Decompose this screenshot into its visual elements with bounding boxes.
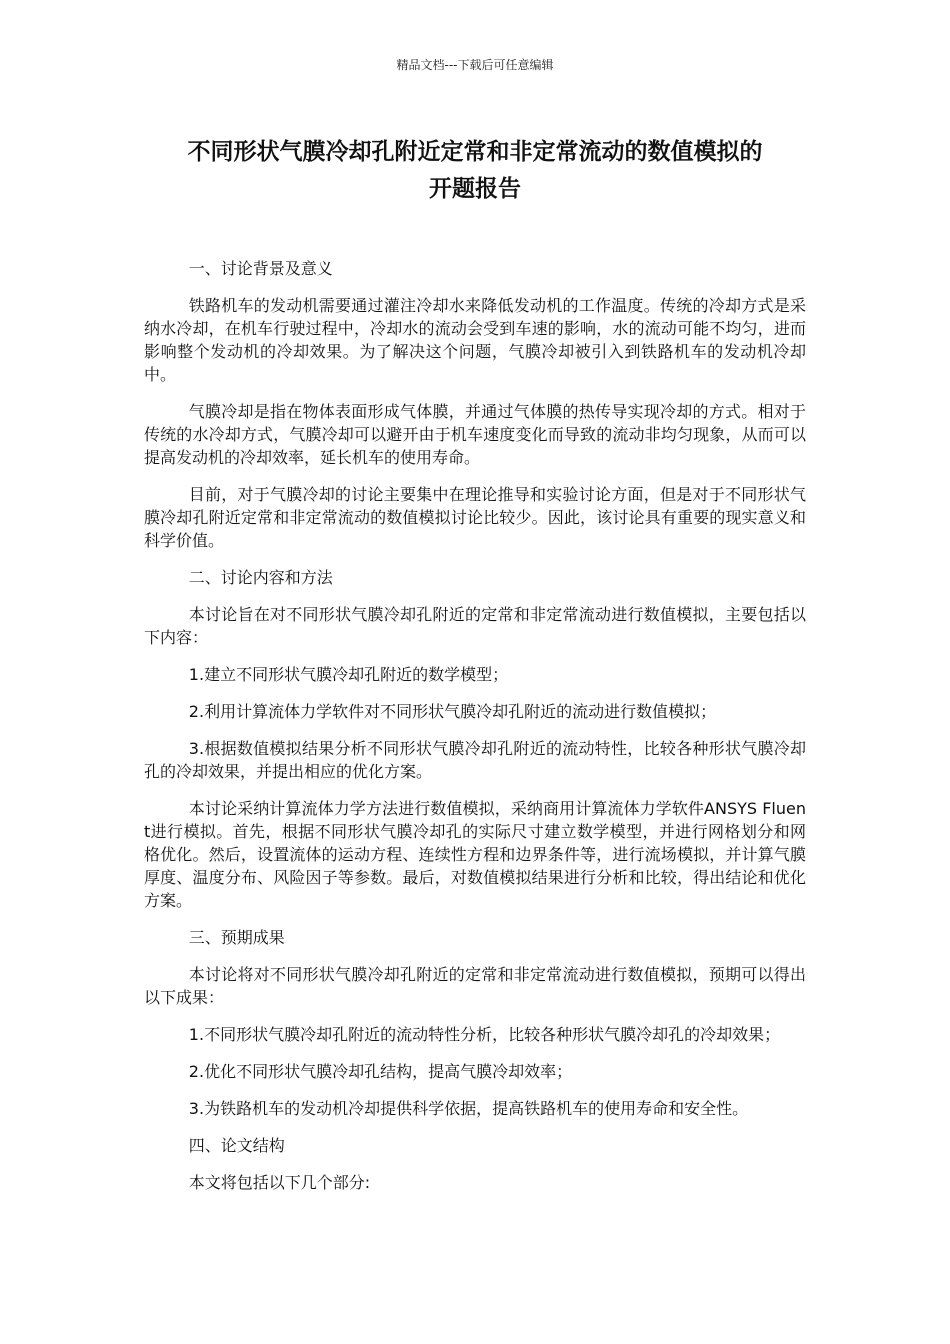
list-item: 2.利用计算流体力学软件对不同形状气膜冷却孔附近的流动进行数值模拟；: [188, 702, 717, 721]
paragraph: 本文将包括以下几个部分:: [188, 1173, 371, 1192]
paragraph: 本讨论旨在对不同形状气膜冷却孔附近的定常和非定常流动进行数值模拟，主要包括以下内容：: [144, 605, 806, 647]
document-title: [140, 134, 810, 208]
list-item: 2.优化不同形状气膜冷却孔结构，提高气膜冷却效率；: [188, 1062, 573, 1081]
section-heading-background: 一、讨论背景及意义: [188, 259, 333, 278]
paragraph: 气膜冷却是指在物体表面形成气体膜，并通过气体膜的热传导实现冷却的方式。相对于传统的水冷却方式，气膜冷却可以避开由于机车速度变化而导致的流动非均匀现象，从而可以提高发动机的冷却效率，延长机车的使用寿命。: [144, 402, 806, 467]
section-heading-thesis-structure: 四、论文结构: [188, 1136, 285, 1155]
paragraph: 铁路机车的发动机需要通过灌注冷却水来降低发动机的工作温度。传统的冷却方式是采纳水冷却，在机车行驶过程中，冷却水的流动会受到车速的影响，水的流动可能不均匀，进而影响整个发动机的冷却效果。为了解决这个问题，气膜冷却被引入到铁路机车的发动机冷却中。: [144, 296, 806, 384]
paragraph: 本讨论采纳计算流体力学方法进行数值模拟，采纳商用计算流体力学软件ANSYS Fluent进行模拟。首先，根据不同形状气膜冷却孔的实际尺寸建立数学模型，并进行网格划分和网格优化。然后，设置流体的运动方程、连续性方程和边界条件等，进行流场模拟，并计算气膜厚度、温度分布、风险因子等参数。最后，对数值模拟结果进行分析和比较，得出结论和优化方案。: [144, 799, 806, 910]
title-line-2: 开题报告: [429, 176, 521, 202]
paragraph: 目前，对于气膜冷却的讨论主要集中在理论推导和实验讨论方面，但是对于不同形状气膜冷却孔附近定常和非定常流动的数值模拟讨论比较少。因此，该讨论具有重要的现实意义和科学价值。: [144, 485, 806, 550]
list-item: 1.不同形状气膜冷却孔附近的流动特性分析，比较各种形状气膜冷却孔的冷却效果；: [188, 1025, 781, 1044]
list-item: 3.为铁路机车的发动机冷却提供科学依据，提高铁路机车的使用寿命和安全性。: [188, 1099, 749, 1118]
list-item: 3.根据数值模拟结果分析不同形状气膜冷却孔附近的流动特性，比较各种形状气膜冷却孔的冷却效果，并提出相应的优化方案。: [144, 739, 806, 781]
section-heading-expected-results: 三、预期成果: [188, 928, 285, 947]
list-item: 1.建立不同形状气膜冷却孔附近的数学模型；: [188, 665, 509, 684]
paragraph: 本讨论将对不同形状气膜冷却孔附近的定常和非定常流动进行数值模拟，预期可以得出以下成果：: [144, 965, 806, 1007]
title-line-1: 不同形状气膜冷却孔附近定常和非定常流动的数值模拟的: [187, 139, 763, 165]
header-note: 精品文档---下载后可任意编辑: [396, 58, 554, 72]
document-body: [144, 257, 806, 1208]
section-heading-content-method: 二、讨论内容和方法: [188, 568, 333, 587]
